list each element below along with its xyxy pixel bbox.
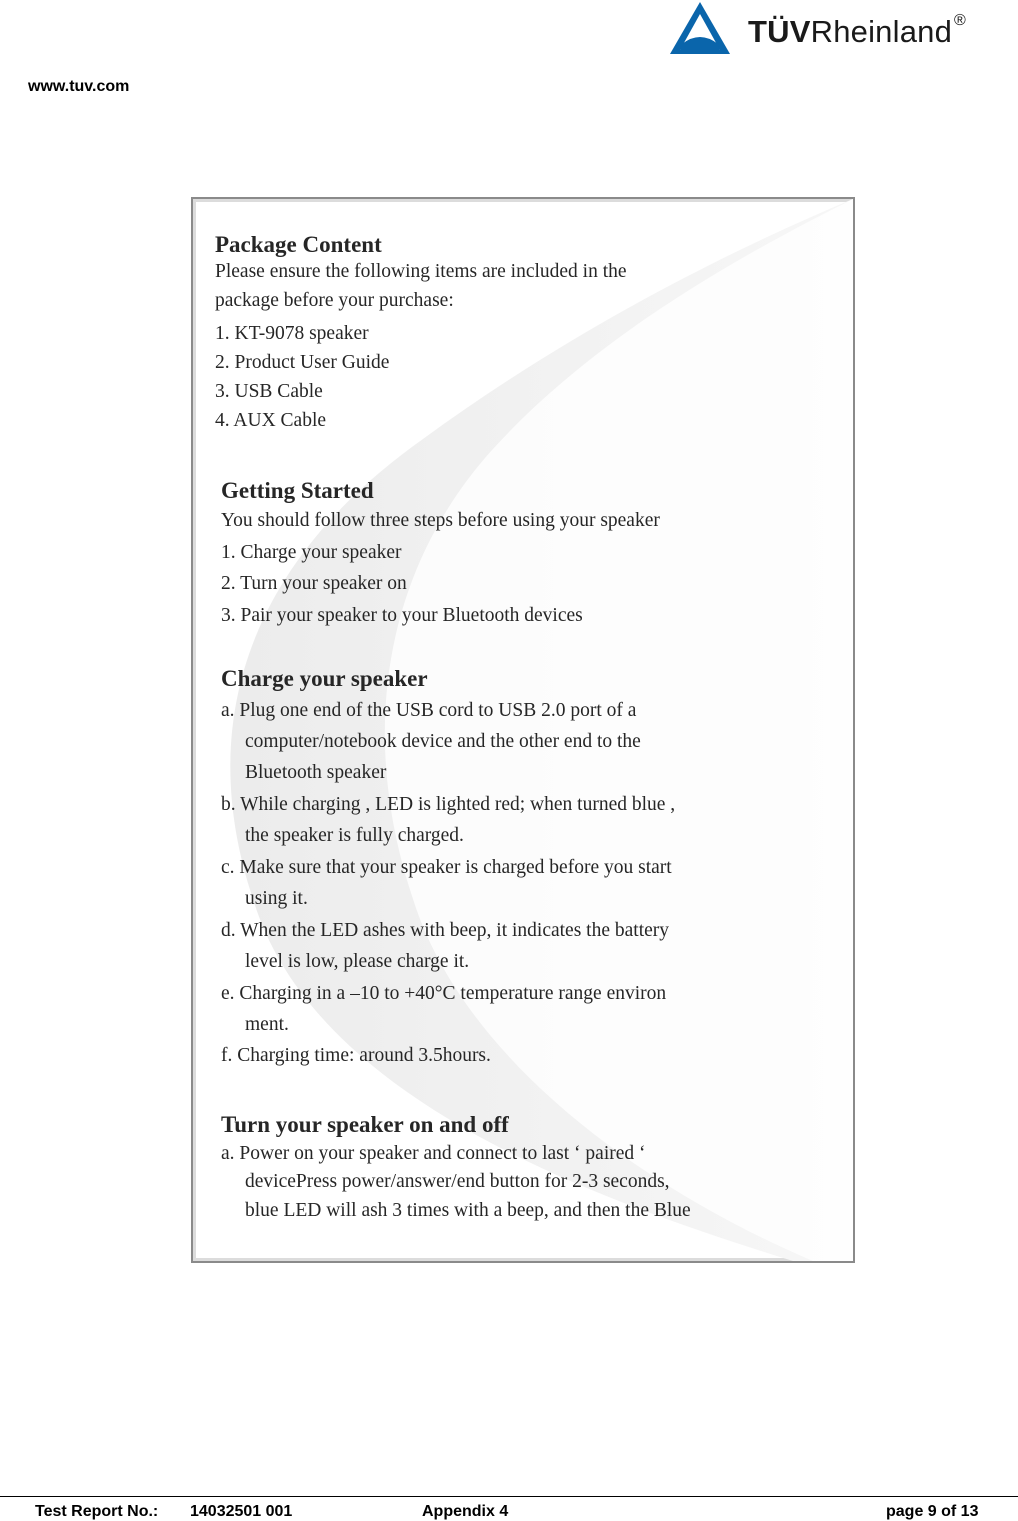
charge-line: b. While charging , LED is lighted red; when turned blue , xyxy=(221,794,676,815)
charge-heading: Charge your speaker xyxy=(221,666,428,691)
charge-line: f. Charging time: around 3.5hours. xyxy=(221,1045,491,1066)
triangle-logo-icon xyxy=(668,0,732,56)
brand-bold: TÜV xyxy=(748,14,811,49)
package-item: 3. USB Cable xyxy=(215,381,323,402)
getting-started-step: 3. Pair your speaker to your Bluetooth devices xyxy=(221,605,583,626)
charge-line: level is low, please charge it. xyxy=(245,951,470,972)
charge-line: d. When the LED ashes with beep, it indicates the battery xyxy=(221,920,670,941)
turn-on-line: blue LED will ash 3 times with a beep, and then the Blue xyxy=(245,1200,691,1221)
registered-mark: ® xyxy=(954,11,967,29)
page-number: page 9 of 13 xyxy=(886,1503,979,1520)
charge-line: the speaker is fully charged. xyxy=(245,825,464,846)
site-url[interactable]: www.tuv.com xyxy=(28,78,130,95)
getting-started-step: 2. Turn your speaker on xyxy=(221,573,407,594)
turn-on-heading: Turn your speaker on and off xyxy=(221,1112,509,1137)
brand-rest: Rheinland xyxy=(810,14,953,49)
turn-on-line: a. Power on your speaker and connect to last ‘ paired ‘ xyxy=(221,1143,646,1164)
charge-line: Bluetooth speaker xyxy=(245,762,387,783)
package-intro-line-2: package before your purchase: xyxy=(215,290,454,311)
footer-divider xyxy=(0,1496,1018,1497)
charge-line: c. Make sure that your speaker is charged before you start xyxy=(221,857,672,878)
tuv-rheinland-logo xyxy=(668,0,998,60)
appendix-label: Appendix 4 xyxy=(422,1503,509,1520)
charge-line: using it. xyxy=(245,888,308,909)
getting-started-intro: You should follow three steps before using your speaker xyxy=(221,510,660,531)
report-number: 14032501 001 xyxy=(190,1503,293,1520)
package-item: 2. Product User Guide xyxy=(215,352,390,373)
charge-line: a. Plug one end of the USB cord to USB 2.0 port of a xyxy=(221,700,637,721)
scanned-manual-page xyxy=(191,197,855,1263)
charge-line: computer/notebook device and the other end to the xyxy=(245,731,641,752)
turn-on-line: devicePress power/answer/end button for 2-3 seconds, xyxy=(245,1171,670,1192)
package-content-heading: Package Content xyxy=(215,232,382,257)
package-item: 1. KT-9078 speaker xyxy=(215,323,369,344)
brand-name xyxy=(748,11,967,50)
getting-started-step: 1. Charge your speaker xyxy=(221,542,402,563)
charge-line: ment. xyxy=(245,1014,289,1035)
report-label: Test Report No.: xyxy=(35,1503,159,1520)
charge-line: e. Charging in a –10 to +40°C temperature range environ xyxy=(221,983,667,1004)
package-item: 4. AUX Cable xyxy=(215,410,327,431)
package-intro-line-1: Please ensure the following items are included in the xyxy=(215,261,627,282)
getting-started-heading: Getting Started xyxy=(221,478,374,503)
manual-text xyxy=(193,199,853,1261)
